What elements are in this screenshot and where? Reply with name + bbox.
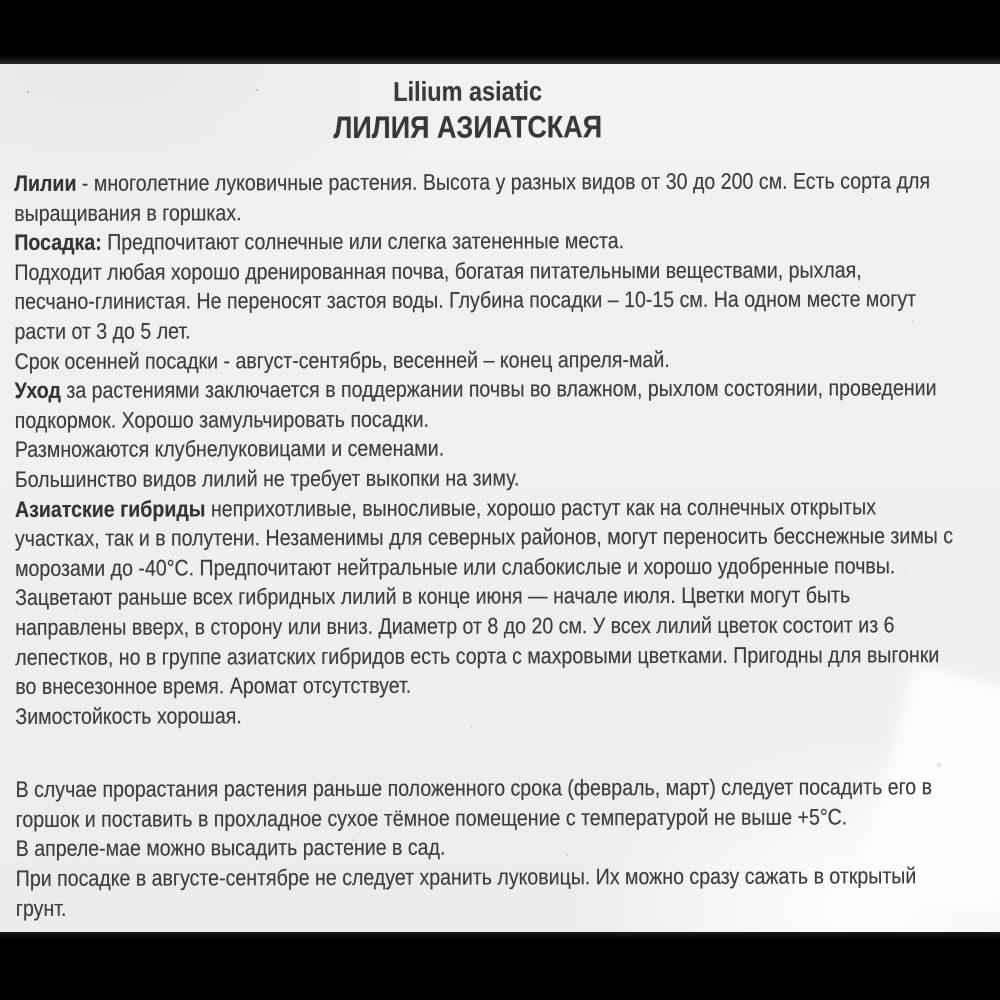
bold-lead-in: Азиатские гибриды bbox=[14, 495, 206, 522]
text-line: лепестков, но в группе азиатских гибридов есть сорта с махровыми цветками. Пригодны для выгонки bbox=[15, 641, 940, 670]
text-line: Зимостойкость хорошая. bbox=[15, 702, 242, 729]
text-line: во внесезонное время. Аромат отсутствует. bbox=[15, 672, 412, 700]
title-latin: Lilium asiatic bbox=[393, 76, 543, 107]
text-line: Посадка: Предпочитают солнечные или слегка затененные места. bbox=[14, 228, 625, 256]
title-russian: ЛИЛИЯ АЗИАТСКАЯ bbox=[333, 109, 603, 145]
text-line: морозами до -40°С. Предпочитают нейтральные или слабокислые и хорошо удобренные почвы. bbox=[15, 553, 896, 581]
text-line: Большинство видов лилий не требует выкопки на зиму. bbox=[14, 465, 520, 492]
text-line: В случае прорастания растения раньше положенного срока (февраль, март) следует посадить его в bbox=[15, 774, 933, 803]
text-line: расти от 3 до 5 лет. bbox=[14, 318, 191, 344]
text-line: участках, так и в полутени. Незаменимы для северных районов, могут переносить бесснежные зимы с bbox=[14, 523, 954, 552]
text-line: Зацветают раньше всех гибридных лилий в конце июня — начале июля. Цветки могут быть bbox=[15, 582, 851, 611]
bold-lead-in: Уход bbox=[14, 377, 61, 404]
text-line: грунт. bbox=[15, 895, 67, 921]
bold-lead-in: Лилии bbox=[14, 170, 77, 196]
text-line: горшок и поставить в прохладное сухое тёмное помещение с температурой не выше +5°С. bbox=[15, 804, 848, 832]
text-line: При посадке в августе-сентябре не следует хранить луковицы. Их можно сразу сажать в открытый bbox=[15, 863, 917, 892]
label-paper bbox=[0, 64, 1000, 932]
paragraph-gap bbox=[15, 728, 929, 775]
text-line: Размножаются клубнелуковицами и семенами. bbox=[14, 436, 445, 463]
label-content bbox=[0, 64, 954, 923]
bold-lead-in: Посадка: bbox=[14, 229, 102, 256]
text-line: выращивания в горшках. bbox=[14, 199, 242, 226]
photo-dark-band-bottom bbox=[0, 932, 1000, 1000]
document-body bbox=[0, 144, 954, 923]
text-line: Лилии - многолетние луковичные растения. Высота у разных видов от 30 до 200 см. Есть сорта для bbox=[14, 168, 931, 196]
title-block bbox=[0, 64, 935, 147]
text-line: песчано-глинистая. Не переносят застоя воды. Глубина посадки – 10-15 см. На одном месте могут bbox=[14, 286, 917, 315]
text-line: В апреле-мае можно высадить растение в сад. bbox=[15, 835, 446, 862]
text-line: Подходит любая хорошо дренированная почва, богатая питательными веществами, рыхлая, bbox=[14, 257, 862, 285]
text-line: Срок осенней посадки - август-сентябрь, весенней – конец апреля-май. bbox=[14, 346, 670, 374]
photo-dark-band-top bbox=[0, 0, 1000, 64]
text-line: подкормок. Хорошо замульчировать посадки. bbox=[14, 406, 429, 433]
text-line: Уход за растениями заключается в поддержании почвы во влажном, рыхлом состоянии, проведении bbox=[14, 375, 937, 404]
text-line: Азиатские гибриды неприхотливые, выносливые, хорошо растут как на солнечных открытых bbox=[14, 493, 877, 522]
text-line: направлены вверх, в сторону или вниз. Диаметр от 8 до 20 см. У всех лилий цветок состоит из 6 bbox=[15, 612, 895, 640]
